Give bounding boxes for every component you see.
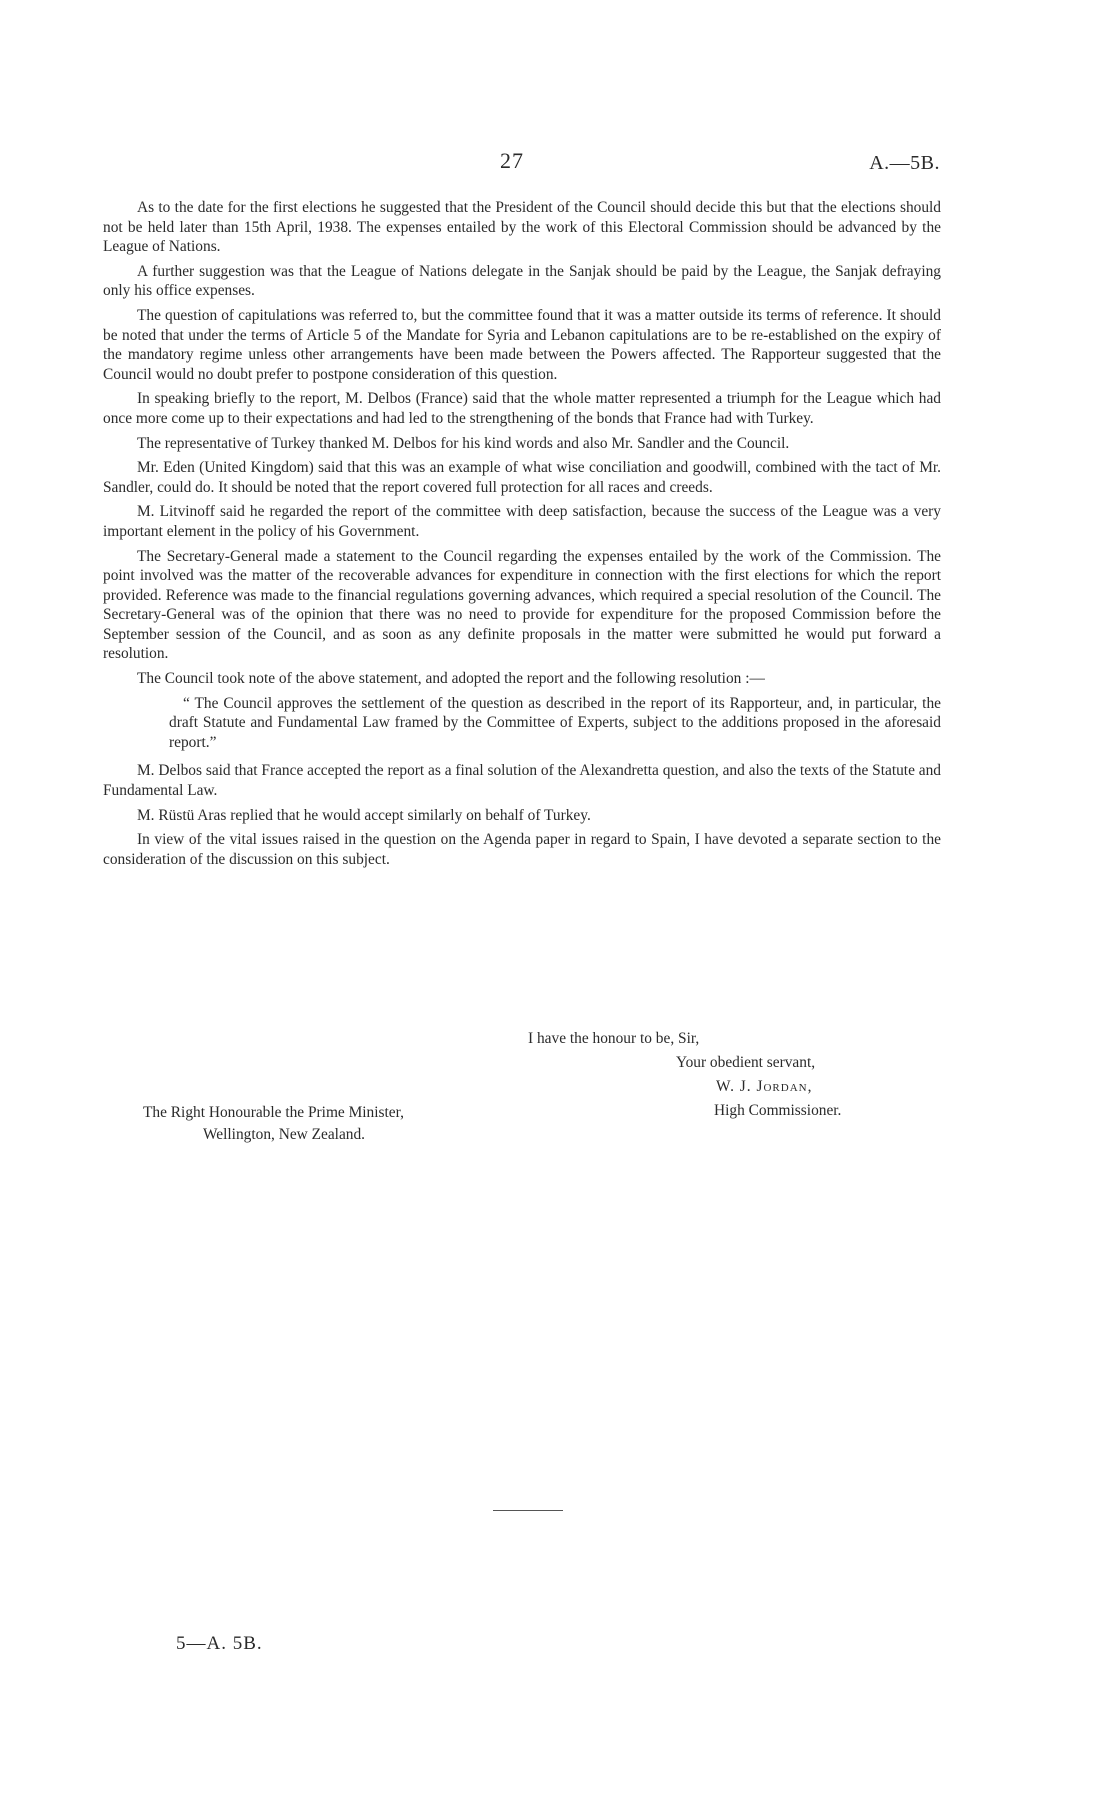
signoff-honour: I have the honour to be, Sir, xyxy=(528,1030,700,1047)
document-reference: A.—5B. xyxy=(869,152,940,174)
section-divider xyxy=(493,1510,563,1511)
paragraph-turkey-thanks: The representative of Turkey thanked M. Delbos for his kind words and also Mr. Sandler and the Council. xyxy=(137,434,790,452)
paragraph-capitulations: The question of capitulations was referred to, but the committee found that it was a matter outside its terms of reference. It should be noted that under the terms of Article 5 of the Mandate for Syria and Lebanon capitulations are to be re-established on the expiry of the mandatory regime unless other arrangements have been made between the Powers affected. The Rapporteur suggested that the Council would no doubt prefer to postpone consideration of this question. xyxy=(103,306,941,383)
addressee-block xyxy=(143,1102,404,1146)
report-body xyxy=(103,198,941,874)
paragraph-secretary-general: The Secretary-General made a statement to the Council regarding the expenses entailed by the work of the Commission. The point involved was the matter of the recoverable advances for expenditure in connection with the first elections for which the report provided. Reference was made to the financial regulations governing advances, which required a special resolution of the Council. The Secretary-General was of the opinion that there was no need to provide for expenditure for the proposed Commission before the September session of the Council, and as soon as any definite proposals in the matter were submitted he would put forward a resolution. xyxy=(103,547,941,663)
addressee-line-2: Wellington, New Zealand. xyxy=(203,1126,366,1143)
signatory-title: High Commissioner. xyxy=(714,1102,842,1119)
paragraph-elections-date: As to the date for the first elections he suggested that the President of the Council should decide this but that the elections should not be held later than 15th April, 1938. The expenses entailed by the work of this Electoral Commission should be advanced by the League of Nations. xyxy=(103,199,941,256)
paragraph-delbos-speech: In speaking briefly to the report, M. Delbos (France) said that the whole matter represented a triumph for the League which had once more come up to their expectations and had led to the strengthening of the bonds that France had with Turkey. xyxy=(103,390,941,427)
council-resolution-quote: “ The Council approves the settlement of the question as described in the report of its Rapporteur, and, in particular, the draft Statute and Fundamental Law framed by the Committee of Experts, subject to the additions proposed in the aforesaid report.” xyxy=(169,694,941,751)
paragraph-eden: Mr. Eden (United Kingdom) said that this was an example of what wise conciliation and goodwill, combined with the tact of Mr. Sandler, could do. It should be noted that the report covered full protection for all races and creeds. xyxy=(103,459,941,496)
addressee-line-1: The Right Honourable the Prime Minister, xyxy=(143,1104,404,1121)
paragraph-delbos-accepts: M. Delbos said that France accepted the report as a final solution of the Alexandretta question, and also the texts of the Statute and Fundamental Law. xyxy=(103,762,941,800)
paragraph-litvinoff: M. Litvinoff said he regarded the report of the committee with deep satisfaction, because the success of the League was a very important element in the policy of his Government. xyxy=(103,503,941,540)
signatory-name: W. J. Jordan, xyxy=(716,1078,813,1095)
paragraph-spain-section: In view of the vital issues raised in the question on the Agenda paper in regard to Spain, I have devoted a separate section to the consideration of the discussion on this subject. xyxy=(103,831,941,868)
page-number: 27 xyxy=(500,148,524,173)
printer-signature-mark: 5—A. 5B. xyxy=(176,1633,263,1654)
paragraph-aras-reply: M. Rüstü Aras replied that he would accept similarly on behalf of Turkey. xyxy=(137,806,591,824)
paragraph-council-note: The Council took note of the above statement, and adopted the report and the following resolution :— xyxy=(137,670,765,688)
paragraph-league-delegate: A further suggestion was that the League of Nations delegate in the Sanjak should be paid by the League, the Sanjak defraying only his office expenses. xyxy=(103,262,941,300)
signoff-servant: Your obedient servant, xyxy=(676,1054,816,1071)
